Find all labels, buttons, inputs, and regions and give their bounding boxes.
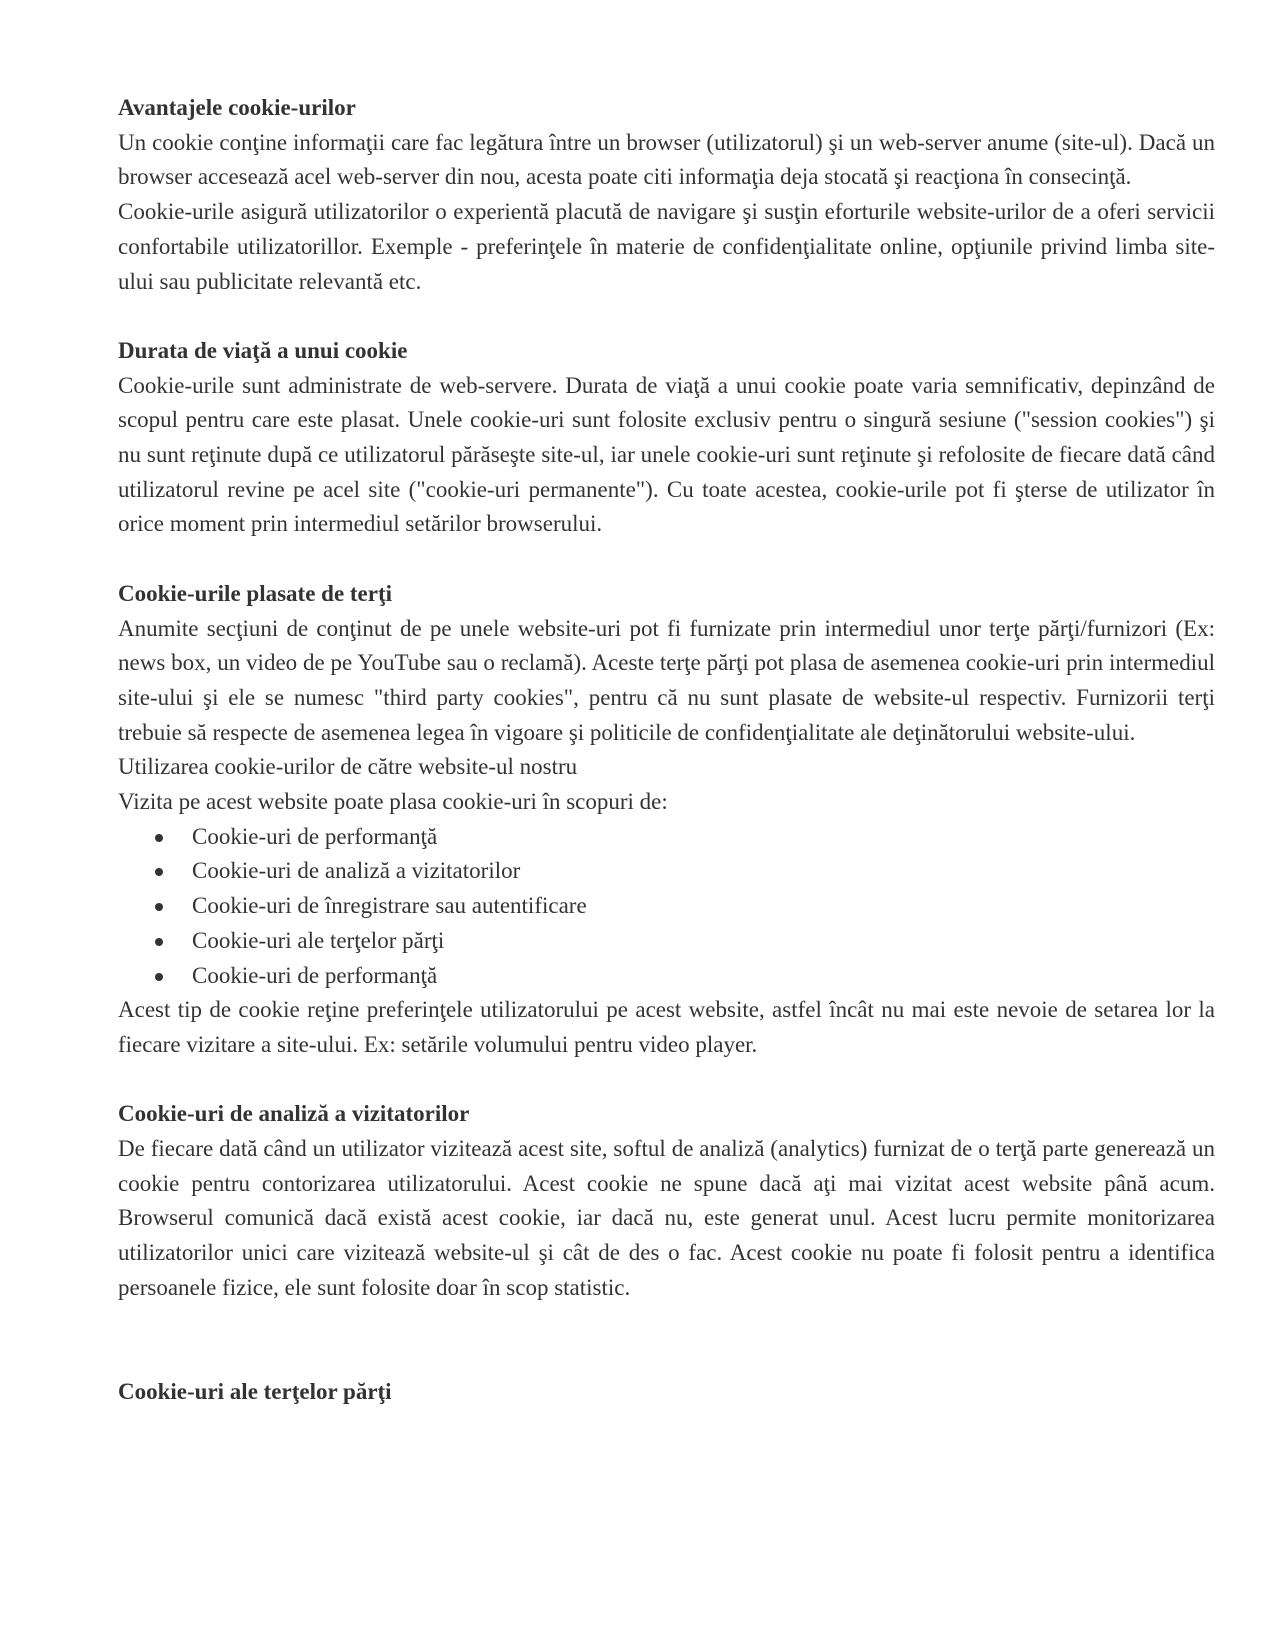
bullet-icon <box>155 834 163 842</box>
paragraph: De fiecare dată când un utilizator vizitează acest site, softul de analiză (analytics) furnizat de o terţă parte generează un cookie pentru contorizarea utilizatorului. Acest cookie ne spune dacă aţi mai vizitat acest website până acum. Browserul comunică dacă există acest cookie, iar dacă nu, este generat unul. Acest lucru permite monitorizarea utilizatorilor unici care vizitează website-ul şi cât de des o fac. Acest cookie nu poate fi folosit pentru a identifica persoanele fizice, ele sunt folosite doar în scop statistic. <box>118 1136 1215 1300</box>
spacer <box>118 299 1215 334</box>
paragraph: Un cookie conţine informaţii care fac legătura între un browser (utilizatorul) şi un web-server anume (site-ul). Dacă un browser accesează acel web-server din nou, acesta poate citi informaţia deja stocată şi reacţiona în consecinţă. <box>118 129 1215 190</box>
document-page <box>118 91 1215 1410</box>
list-item-text: Cookie-uri de înregistrare sau autentificare <box>192 893 587 919</box>
list-item <box>118 889 1215 924</box>
section-heading-lifetime: Durata de viaţă a unui cookie <box>118 337 408 363</box>
list-item <box>118 959 1215 994</box>
list-item <box>118 820 1215 855</box>
spacer <box>118 542 1215 577</box>
list-item-text: Cookie-uri de performanţă <box>192 962 438 988</box>
section-heading-third-party: Cookie-urile plasate de terţi <box>118 580 393 606</box>
bullet-icon <box>155 903 163 911</box>
list-item <box>118 924 1215 959</box>
bullet-icon <box>155 938 163 946</box>
section-heading-third-party-cookies: Cookie-uri ale terţelor părţi <box>118 1378 392 1404</box>
spacer <box>118 1306 1215 1375</box>
spacer <box>118 1063 1215 1098</box>
paragraph: Acest tip de cookie reţine preferinţele utilizatorului pe acest website, astfel încât nu mai este nevoie de setarea lor la fiecare vizitare a site-ului. Ex: setările volumului pentru video player. <box>118 997 1215 1057</box>
section-heading-analytics: Cookie-uri de analiză a vizitatorilor <box>118 1101 470 1127</box>
bullet-icon <box>155 868 163 876</box>
paragraph: Anumite secţiuni de conţinut de pe unele website-uri pot fi furnizate prin intermediul unor terţe părţi/furnizori (Ex: news box, un video de pe YouTube sau o reclamă). Aceste terţe părţi pot plasa de asemenea cookie-uri prin intermediul site-ului şi ele se numesc "third party cookies", pentru că nu sunt plasate de website-ul respectiv. Furnizorii terţi trebuie să respecte de asemenea legea în vigoare şi politicile de confidenţialitate ale deţinătorului website-ului. <box>118 615 1215 745</box>
paragraph: Vizita pe acest website poate plasa cookie-uri în scopuri de: <box>118 789 668 815</box>
cookie-purpose-list <box>118 820 1215 994</box>
list-item-text: Cookie-uri de analiză a vizitatorilor <box>192 858 521 884</box>
list-item-text: Cookie-uri de performanţă <box>192 823 438 849</box>
list-item-text: Cookie-uri ale terţelor părţi <box>192 927 445 953</box>
section-heading-advantages: Avantajele cookie-urilor <box>118 95 356 120</box>
list-item <box>118 854 1215 889</box>
paragraph: Cookie-urile sunt administrate de web-servere. Durata de viaţă a unui cookie poate varia semnificativ, depinzând de scopul pentru care este plasat. Unele cookie-uri sunt folosite exclusiv pentru o singură sesiune ("session cookies") şi nu sunt reţinute după ce utilizatorul părăseşte site-ul, iar unele cookie-uri sunt reţinute şi refolosite de fiecare dată când utilizatorul revine pe acel site ("cookie-uri permanente"). Cu toate acestea, cookie-urile pot fi şterse de utilizator în orice moment prin intermediul setărilor browserului. <box>118 372 1215 537</box>
paragraph: Utilizarea cookie-urilor de către website-ul nostru <box>118 754 578 780</box>
paragraph: Cookie-urile asigură utilizatorilor o experientă placută de navigare şi susţin eforturile website-urilor de a oferi servicii confortabile utilizatorillor. Exemple - preferinţele în materie de confidenţialitate online, opţiunile privind limba site-ului sau publicitate relevantă etc. <box>118 199 1215 294</box>
bullet-icon <box>155 973 163 981</box>
